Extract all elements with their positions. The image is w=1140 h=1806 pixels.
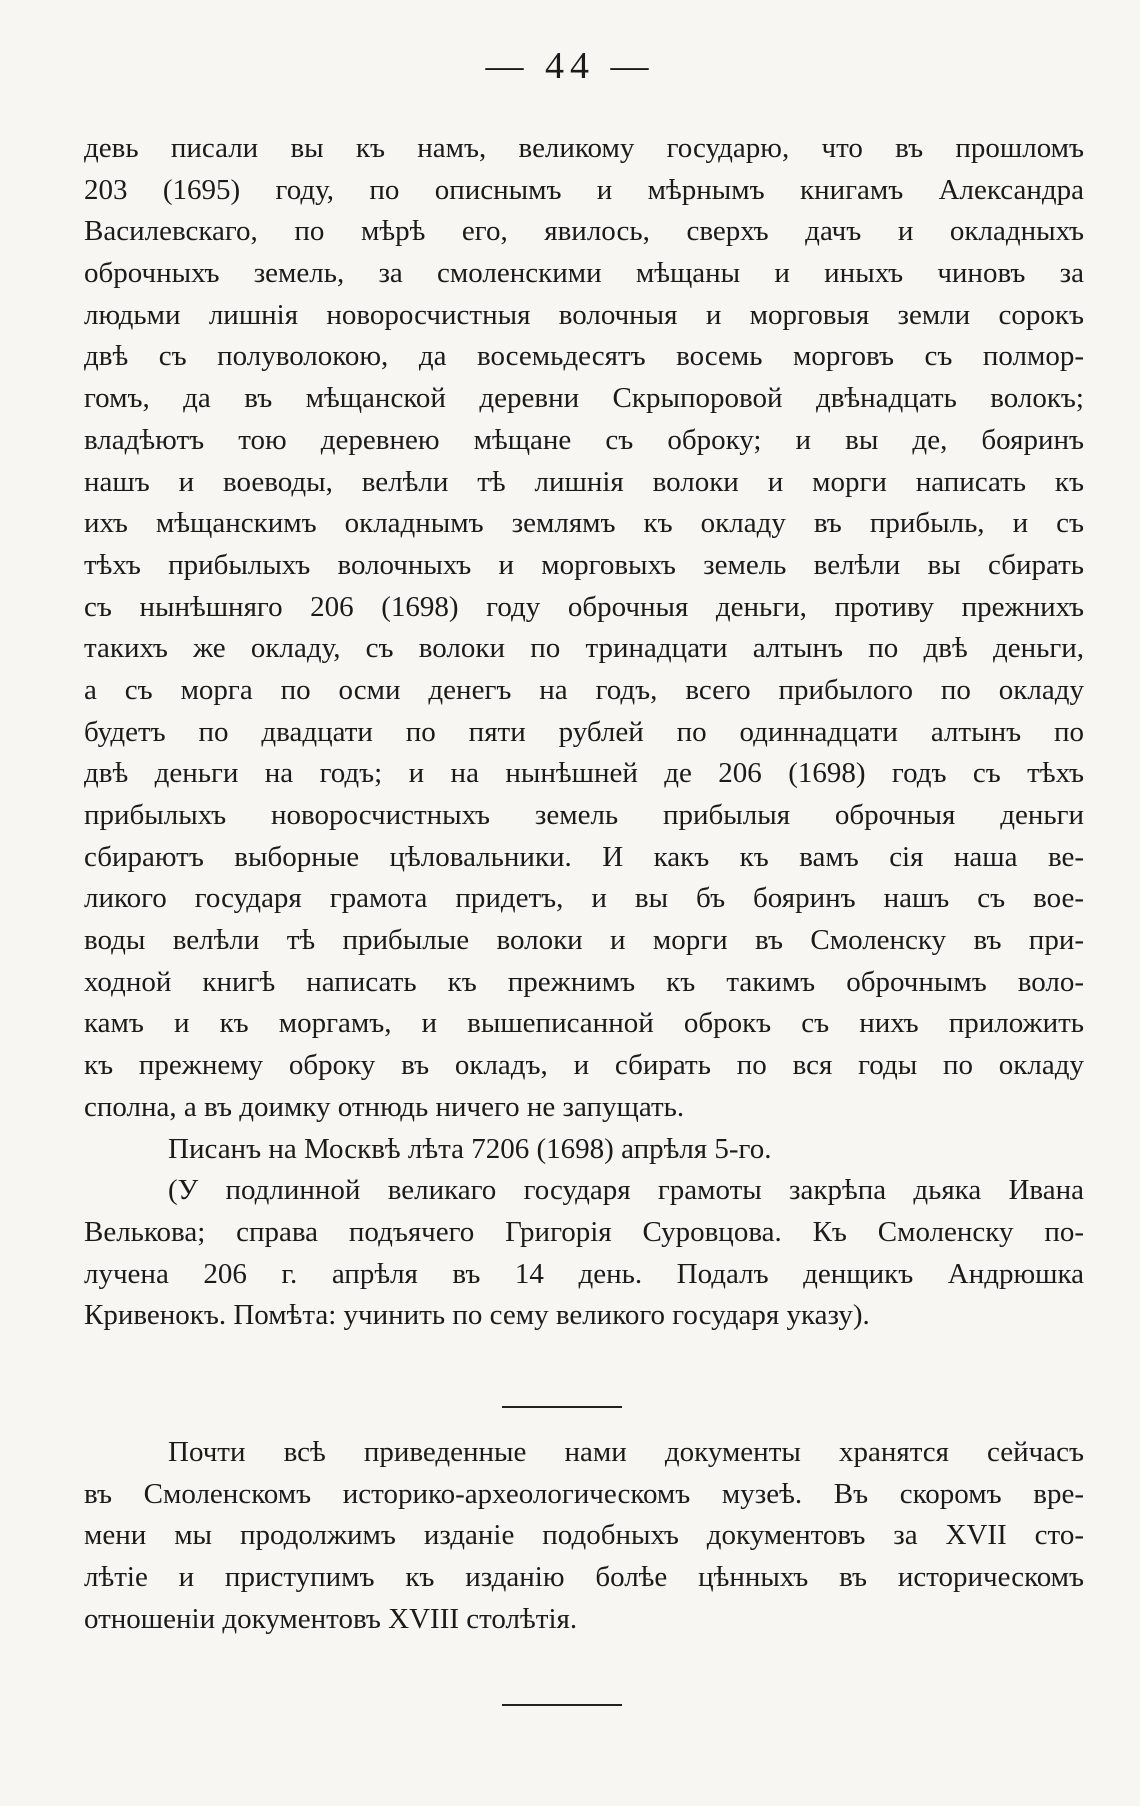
closing-line: лѣтіе и приступимъ къ изданію болѣе цѣнныхъ въ историческомъ bbox=[84, 1561, 1084, 1594]
text-line: девь писали вы къ намъ, великому государю, что въ прошломъ bbox=[84, 132, 1084, 164]
text-line: будетъ по двадцати по пяти рублей по одиннадцати алтынъ по bbox=[84, 715, 1084, 748]
text-line: камъ и къ моргамъ, и вышеписанной оброкъ съ нихъ приложить bbox=[84, 1007, 1084, 1040]
signature-line: Писанъ на Москвѣ лѣта 7206 (1698) апрѣля 5-го. bbox=[168, 1132, 772, 1165]
note-line: (У подлинной великаго государя грамоты закрѣпа дьяка Ивана bbox=[168, 1174, 1084, 1207]
text-line: оброчныхъ земель, за смоленскими мѣщаны и иныхъ чиновъ за bbox=[84, 257, 1084, 290]
text-line: ликого государя грамота придетъ, и вы бъ бояринъ нашъ съ вое- bbox=[84, 882, 1084, 915]
text-line: сполна, а въ доимку отнюдь ничего не запущать. bbox=[84, 1090, 685, 1123]
text-line: людьми лишнія новоросчистныя волочныя и морговыя земли сорокъ bbox=[84, 298, 1084, 331]
note-line: Кривенокъ. Помѣта: учинить по сему великого государя указу). bbox=[84, 1299, 870, 1332]
text-line: а съ морга по осми денегъ на годъ, всего прибылого по окладу bbox=[84, 673, 1084, 706]
text-line: тѣхъ прибылыхъ волочныхъ и морговыхъ земель велѣли вы сбирать bbox=[84, 548, 1084, 581]
closing-line: мени мы продолжимъ изданіе подобныхъ документовъ за XVII сто- bbox=[84, 1519, 1084, 1552]
closing-line: отношеніи документовъ XVIII столѣтія. bbox=[84, 1602, 578, 1635]
text-line: съ нынѣшняго 206 (1698) году оброчныя деньги, противу прежнихъ bbox=[84, 590, 1084, 623]
text-line: ихъ мѣщанскимъ окладнымъ землямъ къ окладу въ прибыль, и съ bbox=[84, 507, 1084, 540]
text-line: ходной книгѣ написать къ прежнимъ къ такимъ оброчнымъ воло- bbox=[84, 965, 1084, 998]
text-line: владѣютъ тою деревнею мѣщане съ оброку; и вы де, бояринъ bbox=[84, 423, 1084, 456]
note-line: лучена 206 г. апрѣля въ 14 день. Подалъ денщикъ Андрюшка bbox=[84, 1257, 1084, 1290]
text-line: прибылыхъ новоросчистныхъ земель прибылыя оброчныя деньги bbox=[84, 799, 1084, 831]
closing-paragraph bbox=[84, 1432, 1084, 1640]
text-line: двѣ деньги на годъ; и на нынѣшней де 206 (1698) годъ съ тѣхъ bbox=[84, 757, 1084, 790]
text-line: такихъ же окладу, съ волоки по тринадцати алтынъ по двѣ деньги, bbox=[84, 632, 1084, 665]
text-line: гомъ, да въ мѣщанской деревни Скрыпоровой двѣнадцать волокъ; bbox=[84, 382, 1084, 415]
text-line: нашъ и воеводы, велѣли тѣ лишнія волоки и морги написать къ bbox=[84, 465, 1084, 498]
text-line: сбираютъ выборные цѣловальники. И какъ къ вамъ сія наша ве- bbox=[84, 840, 1084, 873]
note-line: Велькова; справа подъячего Григорія Суровцова. Къ Смоленску по- bbox=[84, 1215, 1084, 1248]
page-number: — 44 — bbox=[485, 45, 655, 87]
section-divider bbox=[502, 1406, 622, 1408]
text-line: Василевскаго, по мѣрѣ его, явилось, сверхъ дачъ и окладныхъ bbox=[84, 215, 1084, 248]
end-divider bbox=[502, 1704, 622, 1706]
closing-line: Почти всѣ приведенные нами документы хранятся сейчасъ bbox=[168, 1436, 1084, 1468]
main-text bbox=[84, 128, 1084, 1337]
closing-line: въ Смоленскомъ историко-археологическомъ музеѣ. Въ скоромъ вре- bbox=[84, 1477, 1084, 1510]
text-line: двѣ съ полуволокою, да восемьдесятъ восемь морговъ съ полмор- bbox=[84, 340, 1084, 373]
text-line: къ прежнему оброку въ окладъ, и сбирать по вся годы по окладу bbox=[84, 1049, 1084, 1082]
text-line: воды велѣли тѣ прибылые волоки и морги въ Смоленску въ при- bbox=[84, 924, 1084, 957]
text-line: 203 (1695) году, по описнымъ и мѣрнымъ книгамъ Александра bbox=[84, 173, 1084, 206]
